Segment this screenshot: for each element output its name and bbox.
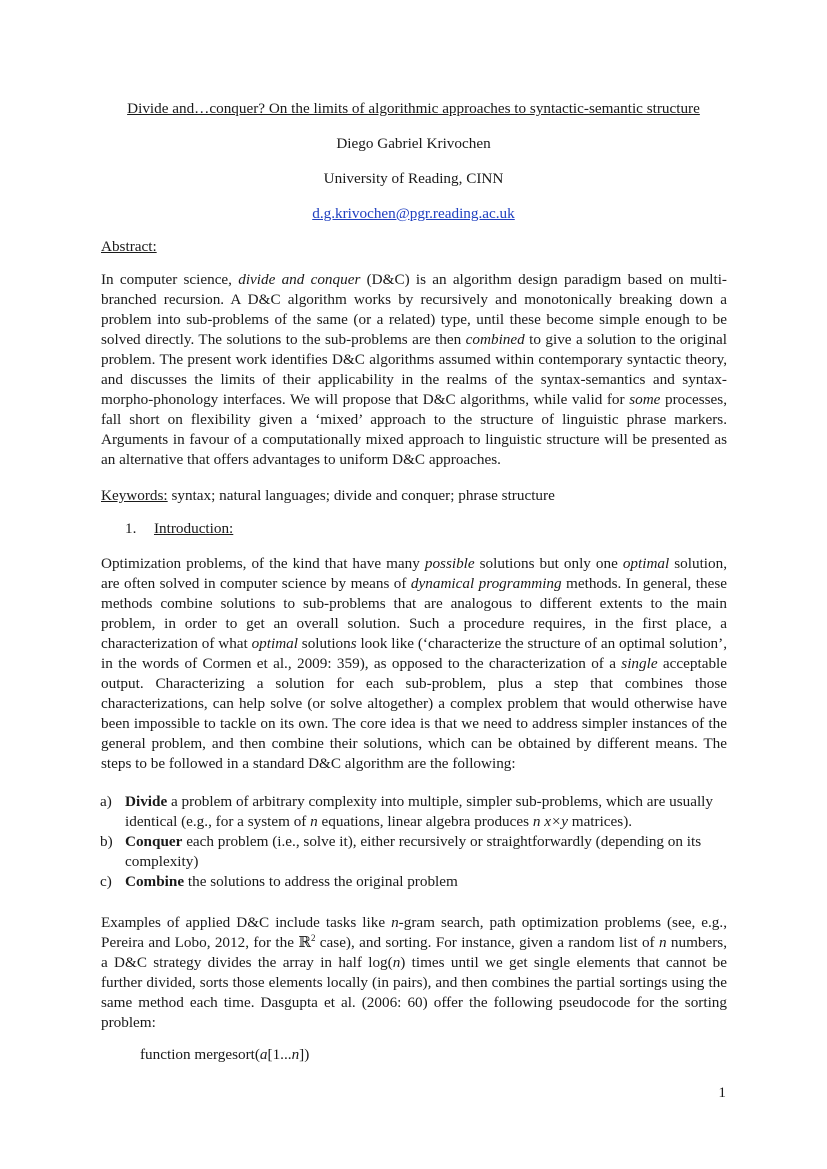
list-marker: b) bbox=[100, 833, 113, 850]
intro-text: look like (‘characterize the structure of an optimal solution’, in the words of Cormen et al., 2009: 359), as opposed to the characterization of a bbox=[101, 635, 727, 672]
intro-text: solution, are often solved in computer science by means of bbox=[101, 555, 727, 592]
examples-text: ) times until we get single elements that cannot be further divided, sorts those elements locally (in pairs), and then combines the partial sortings using the same method each time. Dasgupta et al. (2006: 60) offer the following pseudocode for the sorting problem: bbox=[101, 954, 727, 1031]
abstract-heading bbox=[101, 237, 157, 257]
section-title: Introduction: bbox=[153, 520, 234, 537]
examples-paragraph bbox=[101, 913, 727, 1033]
pseudocode-variable: a bbox=[259, 1046, 268, 1063]
intro-text: solution bbox=[297, 635, 351, 652]
paper-title bbox=[0, 99, 827, 119]
pseudocode-text: ]) bbox=[299, 1046, 310, 1063]
intro-text: methods. In general, these methods combine solutions to sub-problems that are analogous to different extents to the main problem, in order to get an overall solution. Such a procedure requires, in the first place, a characterization of what bbox=[101, 575, 727, 652]
intro-emphasis: optimal bbox=[622, 555, 670, 572]
abstract-text: In computer science, bbox=[101, 271, 239, 288]
list-item-text: each problem (i.e., solve it), either recursively or straightforwardly (depending on its complexity) bbox=[125, 833, 702, 870]
author-email-link[interactable]: d.g.krivochen@pgr.reading.ac.uk bbox=[312, 205, 515, 222]
abstract-paragraph bbox=[101, 270, 727, 470]
author-affiliation: University of Reading, CINN bbox=[323, 170, 504, 187]
examples-text: case), and sorting. For instance, given a random list of bbox=[315, 934, 659, 951]
intro-emphasis: optimal bbox=[251, 635, 298, 652]
abstract-text: processes, fall short on flexibility given a ‘mixed’ approach to the structure of linguistic phrase markers. Arguments in favour of a computationally mixed approach to linguistic structure will be presented as an alternative that offers advantages to uniform D&C approaches. bbox=[101, 391, 727, 468]
list-item bbox=[100, 872, 727, 892]
list-item-text: a problem of arbitrary complexity into multiple, simpler sub-problems, which are usually identical (e.g., for a system of bbox=[125, 793, 713, 830]
intro-text: Optimization problems, of the kind that have many bbox=[101, 555, 425, 572]
keywords-text: syntax; natural languages; divide and conquer; phrase structure bbox=[167, 487, 555, 504]
intro-emphasis: possible bbox=[424, 555, 475, 572]
pseudocode-text: [1... bbox=[267, 1046, 292, 1063]
intro-text: acceptable output. Characterizing a solution for each sub-problem, plus a step that combines those characterizations, can help solve (or solve altogether) a complex problem that would otherwise have been impossible to tackle on its own. The core idea is that we need to address simpler instances of the general problem, and then combine their solutions, which can be obtained by different means. The steps to be followed in a standard D&C algorithm are the following: bbox=[101, 655, 727, 772]
list-item bbox=[100, 792, 727, 832]
abstract-text: to give a solution to the original problem. The present work identifies D&C algorithms assumed within contemporary syntactic theory, and discusses the limits of their applicability in the realms of the syntax-semantics and syntax-morpho-phonology interfaces. We will propose that D&C algorithms, while valid for bbox=[101, 331, 727, 408]
intro-emphasis: s bbox=[350, 635, 357, 652]
keywords-line bbox=[101, 486, 555, 506]
list-marker: c) bbox=[100, 873, 112, 890]
examples-text: numbers, a D&C strategy divides the array in half log( bbox=[101, 934, 727, 971]
keywords-label: Keywords: bbox=[101, 487, 168, 504]
intro-emphasis: single bbox=[621, 655, 658, 672]
section-heading-introduction bbox=[125, 519, 233, 539]
list-item-keyword: Combine bbox=[125, 873, 185, 890]
list-item-text: the solutions to address the original problem bbox=[184, 873, 458, 890]
list-item-emphasis: n x×y bbox=[532, 813, 568, 830]
superscript: 2 bbox=[310, 933, 316, 943]
abstract-emphasis: some bbox=[629, 391, 661, 408]
list-item-keyword: Divide bbox=[125, 793, 168, 810]
pseudocode-variable: n bbox=[291, 1046, 300, 1063]
intro-emphasis: dynamical programming bbox=[410, 575, 562, 592]
examples-text: Examples of applied D&C include tasks like bbox=[101, 914, 392, 931]
intro-text: solutions but only one bbox=[474, 555, 623, 572]
list-item-text: matrices). bbox=[567, 813, 633, 830]
list-marker: a) bbox=[100, 793, 112, 810]
examples-emphasis: n bbox=[392, 954, 401, 971]
list-item-keyword: Conquer bbox=[125, 833, 183, 850]
paper-title-text: Divide and…conquer? On the limits of algorithmic approaches to syntactic-semantic structure bbox=[127, 100, 700, 117]
list-item-text: equations, linear algebra produces bbox=[317, 813, 533, 830]
author-email-row bbox=[0, 204, 827, 224]
abstract-text: (D&C) is an algorithm design paradigm based on multi-branched recursion. A D&C algorithm works by recursively and monotonically breaking down a problem into sub-problems of the same (or a related) type, until these become simple enough to be solved directly. The solutions to the sub-problems are then bbox=[101, 271, 727, 348]
examples-emphasis: n bbox=[391, 914, 399, 931]
examples-text: -gram search, path optimization problems (see, e.g., Pereira and Lobo, 2012, for the ℝ bbox=[101, 914, 727, 951]
author-name: Diego Gabriel Krivochen bbox=[336, 135, 491, 152]
page-number: 1 bbox=[718, 1084, 726, 1101]
pseudocode-text: function mergesort( bbox=[140, 1046, 260, 1063]
pseudocode-line bbox=[140, 1045, 309, 1065]
abstract-emphasis: divide and conquer bbox=[238, 271, 361, 288]
list-item bbox=[100, 832, 727, 872]
abstract-heading-text: Abstract: bbox=[101, 238, 157, 255]
list-item-emphasis: n bbox=[310, 813, 318, 830]
introduction-paragraph bbox=[101, 554, 727, 774]
section-number: 1. bbox=[125, 520, 137, 537]
examples-emphasis: n bbox=[658, 934, 667, 951]
abstract-emphasis: combined bbox=[465, 331, 525, 348]
